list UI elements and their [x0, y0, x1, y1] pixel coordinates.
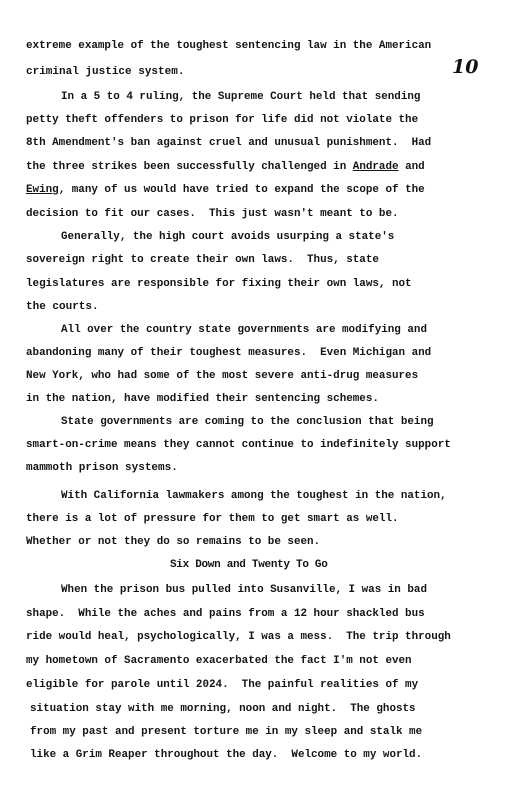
text-line: smart-on-crime means they cannot continue to indefinitely support — [26, 439, 451, 451]
text-line: like a Grim Reaper throughout the day. Welcome to my world. — [30, 749, 423, 761]
case-name-andrade: Andrade — [352, 161, 399, 173]
text-line: Whether or not they do so remains to be seen. — [26, 536, 321, 548]
text-line: from my past and present torture me in my sleep and stalk me — [30, 726, 423, 738]
text-line — [26, 183, 425, 197]
text-line: legislatures are responsible for fixing their own laws, not — [26, 278, 412, 290]
text-segment: the three strikes been successfully challenged in — [26, 161, 353, 173]
case-name-ewing: Ewing — [26, 184, 59, 196]
text-line: my hometown of Sacramento exacerbated the fact I'm not even — [26, 655, 412, 667]
text-segment: , many of us would have tried to expand the scope of the — [58, 184, 425, 196]
text-line: All over the country state governments are modifying and — [61, 324, 427, 336]
text-line: criminal justice system. — [26, 66, 185, 78]
text-line: abandoning many of their toughest measures. Even Michigan and — [26, 347, 432, 359]
text-line: sovereign right to create their own laws. Thus, state — [26, 254, 379, 266]
page-number: 10 — [452, 56, 479, 78]
text-line: petty theft offenders to prison for life did not violate the — [26, 114, 419, 126]
text-line: Generally, the high court avoids usurping a state's — [61, 231, 395, 243]
text-line: in the nation, have modified their sentencing schemes. — [26, 393, 379, 405]
text-line: the courts. — [26, 301, 99, 313]
text-segment: and — [398, 161, 425, 173]
text-line: there is a lot of pressure for them to get smart as well. — [26, 513, 399, 525]
text-line: mammoth prison systems. — [26, 462, 178, 474]
text-line: With California lawmakers among the toughest in the nation, — [61, 490, 447, 502]
text-line: decision to fit our cases. This just wasn't meant to be. — [26, 208, 399, 220]
text-line: shape. While the aches and pains from a 12 hour shackled bus — [26, 608, 425, 620]
text-line: In a 5 to 4 ruling, the Supreme Court held that sending — [61, 91, 421, 103]
text-line: 8th Amendment's ban against cruel and unusual punishment. Had — [26, 137, 432, 149]
text-line: extreme example of the toughest sentencing law in the American — [26, 40, 432, 52]
text-line: State governments are coming to the conclusion that being — [61, 416, 434, 428]
section-heading: Six Down and Twenty To Go — [170, 559, 328, 571]
text-line: New York, who had some of the most severe anti-drug measures — [26, 370, 419, 382]
text-line: ride would heal, psychologically, I was a mess. The trip through — [26, 631, 451, 643]
text-line — [26, 160, 425, 174]
text-line: situation stay with me morning, noon and night. The ghosts — [30, 703, 416, 715]
text-line: When the prison bus pulled into Susanville, I was in bad — [61, 584, 427, 596]
text-line: eligible for parole until 2024. The painful realities of my — [26, 679, 419, 691]
